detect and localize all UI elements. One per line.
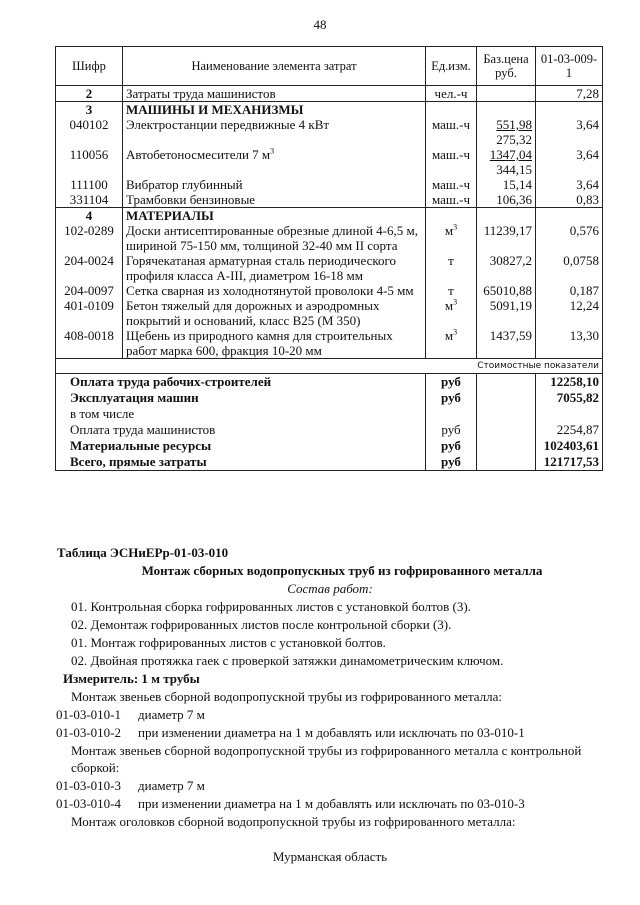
row-price	[477, 102, 536, 118]
summary-empty	[477, 374, 536, 391]
summary-empty	[477, 422, 536, 438]
row-code: 111100	[56, 177, 123, 192]
summary-label: Оплата труда машинистов	[56, 422, 426, 438]
summary-unit	[426, 406, 477, 422]
row-price: 551,98 275,32	[477, 117, 536, 147]
row-name: Затраты труда машинистов	[123, 86, 426, 102]
norm-text: при изменении диаметра на 1 м добавлять или исключать по 03-010-1	[138, 725, 525, 740]
norm-item	[56, 777, 205, 794]
row-unit: маш.-ч	[426, 192, 477, 208]
work-item: 02. Двойная протяжка гаек с проверкой затяжки динамометрическим ключом.	[71, 653, 504, 668]
header-name: Наименование элемента затрат	[123, 47, 426, 86]
summary-row	[56, 438, 603, 454]
row-price: 5091,19	[477, 298, 536, 328]
row-value	[536, 102, 603, 118]
meter-label: Измеритель: 1 м трубы	[63, 671, 200, 686]
summary-caption: Стоимостные показатели	[56, 359, 603, 374]
row-code: 408-0018	[56, 328, 123, 359]
group-heading: Монтаж оголовков сборной водопропускной трубы из гофрированного металла:	[71, 814, 516, 829]
row-value: 3,64	[536, 177, 603, 192]
row-code: 204-0097	[56, 283, 123, 298]
footer-region: Мурманская область	[272, 849, 388, 864]
summary-value: 2254,87	[536, 422, 603, 438]
summary-empty	[477, 454, 536, 471]
table-label: Таблица ЭСНиЕРр-01-03-010	[57, 545, 229, 560]
row-value: 0,187	[536, 283, 603, 298]
row-price: 106,36	[477, 192, 536, 208]
work-item: 01. Монтаж гофрированных листов с установкой болтов.	[71, 635, 386, 650]
norm-text: при изменении диаметра на 1 м добавлять или исключать по 03-010-3	[138, 796, 525, 811]
row-name: Автобетоносмесители 7 $м^3$	[123, 147, 426, 177]
table-header-row	[56, 47, 603, 86]
norm-item	[56, 724, 525, 741]
summary-label: Материальные ресурсы	[56, 438, 426, 454]
table-row	[56, 177, 603, 192]
row-unit: $м^3$	[426, 298, 477, 328]
summary-unit: руб	[426, 374, 477, 391]
table-row	[56, 283, 603, 298]
table-row	[56, 223, 603, 253]
norm-item	[56, 795, 525, 812]
summary-row	[56, 422, 603, 438]
summary-value	[536, 406, 603, 422]
group-heading: Монтаж звеньев сборной водопропускной трубы из гофрированного металла:	[71, 689, 503, 704]
row-unit: $м^3$	[426, 223, 477, 253]
summary-row	[56, 390, 603, 406]
table-row	[56, 298, 603, 328]
summary-value: 121717,53	[536, 454, 603, 471]
header-unit: Ед.изм.	[426, 47, 477, 86]
table-row	[56, 328, 603, 359]
summary-unit: руб	[426, 438, 477, 454]
row-code: 4	[56, 208, 123, 224]
row-name: Бетон тяжелый для дорожных и аэродромных покрытий и оснований, класс В25 (М 350)	[123, 298, 426, 328]
norm-item	[56, 706, 205, 723]
row-value: 12,24	[536, 298, 603, 328]
row-value: 3,64	[536, 117, 603, 147]
summary-empty	[477, 390, 536, 406]
summary-row	[56, 406, 603, 422]
norm-code: 01-03-010-1	[56, 707, 121, 722]
row-price: 1437,59	[477, 328, 536, 359]
row-name: Вибратор глубинный	[123, 177, 426, 192]
composition-heading: Состав работ:	[287, 581, 373, 596]
header-norm-code: 01-03-009-1	[536, 47, 603, 86]
row-unit: маш.-ч	[426, 177, 477, 192]
summary-label: Оплата труда рабочих-строителей	[56, 374, 426, 391]
row-unit: т	[426, 253, 477, 283]
table-row	[56, 147, 603, 177]
resource-table	[55, 46, 603, 471]
norm-code: 01-03-010-4	[56, 796, 121, 811]
summary-value: 7055,82	[536, 390, 603, 406]
summary-caption-row	[56, 359, 603, 374]
row-price: 1347,04 344,15	[477, 147, 536, 177]
table-row	[56, 117, 603, 147]
row-value: 0,83	[536, 192, 603, 208]
row-code: 110056	[56, 147, 123, 177]
row-value: 0,0758	[536, 253, 603, 283]
row-code: 3	[56, 102, 123, 118]
row-name: МАШИНЫ И МЕХАНИЗМЫ	[123, 102, 426, 118]
summary-unit: руб	[426, 454, 477, 471]
summary-unit: руб	[426, 390, 477, 406]
row-unit: маш.-ч	[426, 147, 477, 177]
row-price: 15,14	[477, 177, 536, 192]
row-code: 204-0024	[56, 253, 123, 283]
page-number: 48	[313, 17, 327, 32]
row-unit: маш.-ч	[426, 117, 477, 147]
header-price: Баз.цена руб.	[477, 47, 536, 86]
row-value: 0,576	[536, 223, 603, 253]
norm-text: диаметр 7 м	[138, 707, 205, 722]
row-name: Сетка сварная из холоднотянутой проволоки 4-5 мм	[123, 283, 426, 298]
summary-row	[56, 454, 603, 471]
table-row	[56, 192, 603, 208]
header-code: Шифр	[56, 47, 123, 86]
row-code: 040102	[56, 117, 123, 147]
row-name: Электростанции передвижные 4 кВт	[123, 117, 426, 147]
section-row	[56, 86, 603, 102]
row-price: 65010,88	[477, 283, 536, 298]
row-price: 11239,17	[477, 223, 536, 253]
summary-value: 12258,10	[536, 374, 603, 391]
row-unit	[426, 208, 477, 224]
row-name: Трамбовки бензиновые	[123, 192, 426, 208]
row-code: 401-0109	[56, 298, 123, 328]
row-unit: чел.-ч	[426, 86, 477, 102]
summary-label: Всего, прямые затраты	[56, 454, 426, 471]
summary-value: 102403,61	[536, 438, 603, 454]
row-value	[536, 208, 603, 224]
summary-empty	[477, 406, 536, 422]
row-code: 331104	[56, 192, 123, 208]
section-title: Монтаж сборных водопропускных труб из гофрированного металла	[141, 563, 543, 578]
work-item: 01. Контрольная сборка гофрированных листов с установкой болтов (3).	[71, 599, 471, 614]
row-name: Щебень из природного камня для строительных работ марка 600, фракция 10-20 мм	[123, 328, 426, 359]
work-item: 02. Демонтаж гофрированных листов после контрольной сборки (3).	[71, 617, 452, 632]
norm-code: 01-03-010-2	[56, 725, 121, 740]
row-price: 30827,2	[477, 253, 536, 283]
row-value: 7,28	[536, 86, 603, 102]
group-heading-cont: сборкой:	[71, 760, 120, 775]
row-price	[477, 208, 536, 224]
row-unit: $м^3$	[426, 328, 477, 359]
row-unit: т	[426, 283, 477, 298]
section-row	[56, 102, 603, 118]
row-value: 13,30	[536, 328, 603, 359]
row-code: 102-0289	[56, 223, 123, 253]
group-heading: Монтаж звеньев сборной водопропускной трубы из гофрированного металла с контрольной	[71, 743, 582, 758]
summary-row	[56, 374, 603, 391]
row-name: Горячекатаная арматурная сталь периодического профиля класса А-III, диаметром 16-18 мм	[123, 253, 426, 283]
norm-text: диаметр 7 м	[138, 778, 205, 793]
summary-label: Эксплуатация машин	[56, 390, 426, 406]
row-value: 3,64	[536, 147, 603, 177]
summary-unit: руб	[426, 422, 477, 438]
summary-empty	[477, 438, 536, 454]
row-code: 2	[56, 86, 123, 102]
row-name: МАТЕРИАЛЫ	[123, 208, 426, 224]
summary-label: в том числе	[56, 406, 426, 422]
section-row	[56, 208, 603, 224]
row-price	[477, 86, 536, 102]
table-row	[56, 253, 603, 283]
row-unit	[426, 102, 477, 118]
norm-code: 01-03-010-3	[56, 778, 121, 793]
row-name: Доски антисептированные обрезные длиной 4-6,5 м, шириной 75-150 мм, толщиной 32-40 мм II сорта	[123, 223, 426, 253]
